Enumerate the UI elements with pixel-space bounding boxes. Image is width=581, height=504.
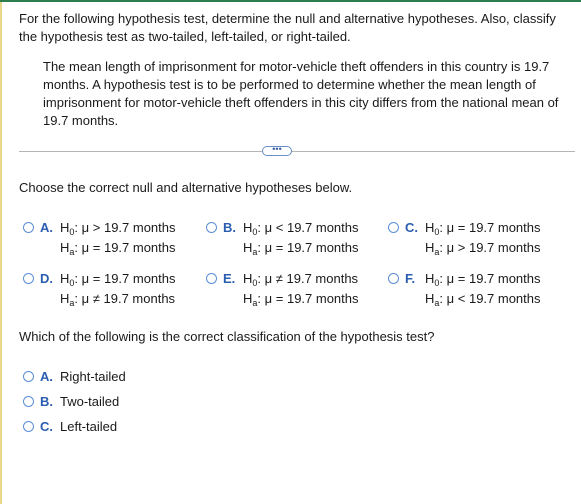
radio-button[interactable] (206, 222, 217, 233)
option-label: Left-tailed (60, 419, 118, 434)
option-letter: B. (40, 394, 53, 409)
expand-more-button[interactable]: ••• (262, 146, 292, 156)
left-accent-bar (0, 2, 2, 504)
option-letter: C. (405, 220, 418, 235)
alternative-hypothesis: $H_a$: μ = 19.7 months (243, 240, 359, 257)
alternative-hypothesis: $H_a$: μ < 19.7 months (425, 291, 541, 308)
question-classification: Which of the following is the correct classification of the hypothesis test? (19, 329, 435, 344)
radio-button[interactable] (23, 222, 34, 233)
null-hypothesis: $H_0$: μ = 19.7 months (425, 271, 541, 288)
hypothesis-option-b[interactable] (206, 218, 359, 258)
hypothesis-option-f[interactable] (388, 269, 541, 309)
alternative-hypothesis: $H_a$: μ ≠ 19.7 months (60, 291, 176, 308)
alternative-hypothesis: $H_a$: μ = 19.7 months (60, 240, 176, 257)
null-hypothesis: $H_0$: μ < 19.7 months (243, 220, 359, 237)
scenario-text: The mean length of imprisonment for motor-vehicle theft offenders in this country is 19.7 months. A hypothesis test is to be performed to determine whether the mean length of imprisonment for motor-vehicle theft offenders in this city differs from the national mean of 19.7 months. (43, 59, 559, 128)
tail-option-two[interactable] (23, 392, 119, 412)
instructions-text: For the following hypothesis test, determine the null and alternative hypotheses. Also, classify the hypothesis test as two-tailed, left-tailed, or right-tailed. (19, 11, 556, 44)
radio-button[interactable] (23, 421, 34, 432)
radio-button[interactable] (23, 371, 34, 382)
hypothesis-option-d[interactable] (23, 269, 176, 309)
option-letter: B. (223, 220, 236, 235)
radio-button[interactable] (388, 222, 399, 233)
option-letter: D. (40, 271, 53, 286)
option-letter: F. (405, 271, 416, 286)
question-hypotheses: Choose the correct null and alternative hypotheses below. (19, 180, 353, 195)
hypothesis-option-a[interactable] (23, 218, 176, 258)
null-hypothesis: $H_0$: μ > 19.7 months (60, 220, 176, 237)
option-letter: C. (40, 419, 53, 434)
null-hypothesis: $H_0$: μ = 19.7 months (60, 271, 176, 288)
alternative-hypothesis: $H_a$: μ > 19.7 months (425, 240, 541, 257)
top-accent-bar (0, 0, 581, 2)
tail-option-left[interactable] (23, 417, 117, 437)
option-letter: E. (223, 271, 236, 286)
option-letter: A. (40, 369, 53, 384)
section-divider (19, 151, 575, 152)
radio-button[interactable] (23, 273, 34, 284)
null-hypothesis: $H_0$: μ = 19.7 months (425, 220, 541, 237)
alternative-hypothesis: $H_a$: μ = 19.7 months (243, 291, 359, 308)
radio-button[interactable] (388, 273, 399, 284)
tail-option-right[interactable] (23, 367, 126, 387)
null-hypothesis: $H_0$: μ ≠ 19.7 months (243, 271, 359, 288)
radio-button[interactable] (206, 273, 217, 284)
hypothesis-option-e[interactable] (206, 269, 359, 309)
option-letter: A. (40, 220, 53, 235)
hypothesis-option-c[interactable] (388, 218, 541, 258)
radio-button[interactable] (23, 396, 34, 407)
option-label: Right-tailed (60, 369, 126, 384)
option-label: Two-tailed (60, 394, 120, 409)
